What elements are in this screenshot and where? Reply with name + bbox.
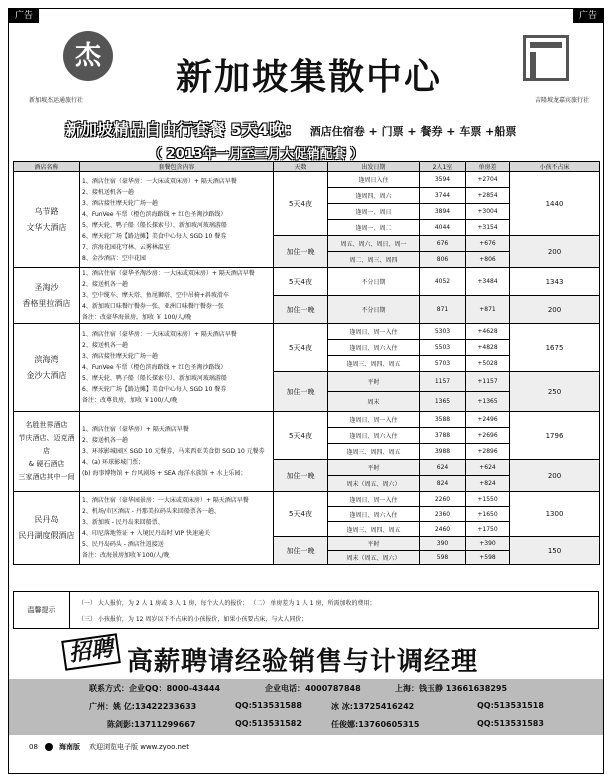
price-cell: 1157 — [420, 372, 466, 392]
package-items: 1、酒店住宿（豪华房：一大床或双床房）+ 隔天酒店早餐 2、接送机各一趟 3、酒店接往摩天轮广场一趟 4、FunVee 车票（橙色滨海路线 + 红色圣淘沙路线） 5、摩天轮、鸭子船（船长探索号）、新加坡河玻璃游船 6、摩天轮广场【路边摊】美食中心每人 SGD 10 餐劵 备注：改尊贵房，加收 ￥100/人/晚 — [80, 324, 274, 412]
date-cell: 平时 — [328, 372, 420, 392]
date-cell: 逢周三、周四、周五 — [328, 522, 420, 537]
agency-logo-right — [523, 35, 569, 81]
ad-tag-left: 广告 — [9, 9, 39, 23]
child-price: 1675 — [510, 324, 600, 372]
package-items: 1、酒店住宿（豪华圣淘沙房：一大床或双床房）+ 隔天酒店早餐 2、接送机各一趟 3、空中缆车、摩天塔、鱼尾狮塔、空中吊椅+斜坡滑车 4、新加坡口味餐厅餐券一张、亚洲口味餐厅餐券一张 备注：改豪华海景房，加收 ￥ 100/人/晚 — [80, 268, 274, 324]
supplement-cell: +4628 — [466, 324, 510, 340]
package-items: 1、酒店住宿（豪华房：一大床或双床房）+ 隔天酒店早餐 2、接机送机各一趟 3、酒店接往摩天轮广场一趟 4、FunVee 车票（橙色滨海路线 + 红色圣淘沙路线） 5、摩天轮、鸭子船（船长探索号）、新加坡河玻璃游船 6、摩天轮广场【路边摊】美食中心每人 SGD 10 餐劵 7、滨海花园花穹林、云雾林温室 8、金沙酒店：空中花园 — [80, 172, 274, 268]
price-cell: 5503 — [420, 340, 466, 356]
page-title: 新加坡集散中心 — [175, 57, 442, 98]
supplement-cell: +3484 — [466, 268, 510, 296]
supplement-cell: +1365 — [466, 392, 510, 412]
supplement-cell: +1157 — [466, 372, 510, 392]
ad-tag-right: 广告 — [573, 9, 603, 23]
price-cell: 5703 — [420, 356, 466, 372]
extra-night: 加住一晚 — [274, 372, 328, 412]
child-price: 200 — [510, 236, 600, 268]
days: 5天4夜 — [274, 268, 328, 296]
date-cell: 不分日期 — [328, 296, 420, 324]
price-cell: 390 — [420, 537, 466, 551]
price-cell: 3788 — [420, 428, 466, 444]
contact-bingbing: 冰 冰:13725416242 — [331, 702, 415, 711]
supplement-cell: +2854 — [466, 188, 510, 204]
days: 5天4夜 — [274, 172, 328, 236]
supplement-cell: +5028 — [466, 356, 510, 372]
date-cell: 不分日期 — [328, 268, 420, 296]
supplement-cell: +624 — [466, 460, 510, 476]
child-price: 200 — [510, 460, 600, 492]
supplement-cell: +1750 — [466, 522, 510, 537]
date-cell: 逢周三、周四、周五 — [328, 356, 420, 372]
hotel-name: 滨海湾 金沙大酒店 — [14, 324, 80, 412]
price-cell: 1365 — [420, 392, 466, 412]
days: 5天4夜 — [274, 324, 328, 372]
supplement-cell: +3154 — [466, 220, 510, 236]
date-cell: 平时 — [328, 537, 420, 551]
price-cell: 3594 — [420, 172, 466, 188]
col-hotel: 酒店名称 — [14, 162, 80, 172]
price-cell: 624 — [420, 460, 466, 476]
price-cell: 5303 — [420, 324, 466, 340]
date-cell: 逢周日入住 — [328, 172, 420, 188]
date-cell: 逢周日、周六入住 — [328, 507, 420, 522]
supplement-cell: +1650 — [466, 507, 510, 522]
extra-night: 加住一晚 — [274, 460, 328, 492]
supplement-cell: +871 — [466, 296, 510, 324]
col-twin: 2人1室 — [420, 162, 466, 172]
date-cell: 周二、周三、周四 — [328, 252, 420, 268]
date-cell: 周末（周五、周六） — [328, 551, 420, 565]
price-cell: 676 — [420, 236, 466, 252]
contact-shanghai: 上海：钱玉静 13661638295 — [395, 684, 508, 693]
extra-night: 加住一晚 — [274, 296, 328, 324]
promo-date: （ 2013年一月至三月大促销配套 ） — [149, 147, 364, 162]
note-line-2: （三） 小孩报价，为 12 周岁以下不占床的小孩报价，如果小孩要占床，与大人同价； — [78, 616, 308, 623]
package-table — [13, 161, 600, 565]
contact-bar — [9, 679, 603, 735]
edition-label: 海南版 — [59, 743, 80, 751]
edition-icon — [45, 743, 53, 751]
child-price: 200 — [510, 296, 600, 324]
date-cell: 逢周日、周一入住 — [328, 492, 420, 507]
supplement-cell: +2704 — [466, 172, 510, 188]
col-days: 天数 — [274, 162, 328, 172]
price-cell: 2460 — [420, 522, 466, 537]
date-cell: 平时 — [328, 460, 420, 476]
price-cell: 824 — [420, 476, 466, 492]
contact-qq-2: QQ:513531588 — [235, 701, 302, 710]
footer-link[interactable]: 欢迎浏览电子版 www.zyoo.net — [89, 743, 189, 751]
promo-items: 酒店住宿卷 + 门票 + 餐券 + 车票 +船票 — [309, 125, 517, 138]
days: 5天4夜 — [274, 492, 328, 537]
date-cell: 逢周日、周一入住 — [328, 412, 420, 428]
notes-box — [13, 591, 599, 629]
contact-qq-4: QQ:513531582 — [235, 719, 302, 728]
supplement-cell: +824 — [466, 476, 510, 492]
child-price: 1796 — [510, 412, 600, 460]
price-cell: 871 — [420, 296, 466, 324]
price-cell: 3588 — [420, 412, 466, 428]
price-cell: 598 — [420, 551, 466, 565]
supplement-cell: +2496 — [466, 412, 510, 428]
date-cell: 周末（周五、周六） — [328, 476, 420, 492]
supplement-cell: +598 — [466, 551, 510, 565]
notes-label: 温馨提示 — [14, 592, 70, 628]
promo-headline — [65, 117, 516, 140]
price-cell: 4052 — [420, 268, 466, 296]
date-cell: 逢周日、周六入住 — [328, 428, 420, 444]
agency-logo-left: 杰 — [63, 31, 113, 81]
date-cell: 逢周日、周一入住 — [328, 324, 420, 340]
extra-night: 加住一晚 — [274, 236, 328, 268]
supplement-cell: +390 — [466, 537, 510, 551]
top-bar — [9, 9, 603, 23]
price-cell: 3744 — [420, 188, 466, 204]
page-number: 08 — [29, 743, 38, 751]
price-cell: 4044 — [420, 220, 466, 236]
contact-qq: 联系方式：企业QQ：8000-43444 — [89, 684, 221, 693]
recruit-tag: 招聘 — [61, 633, 121, 671]
contact-qq-5: QQ:513531583 — [477, 719, 544, 728]
child-price: 1440 — [510, 172, 600, 236]
supplement-cell: +1550 — [466, 492, 510, 507]
date-cell: 周五、周六、周日、周一 — [328, 236, 420, 252]
supplement-cell: +2696 — [466, 428, 510, 444]
contact-guangzhou: 广州：姚 亿:13422233633 — [89, 702, 197, 711]
hotel-name: 圣淘沙 香格里拉酒店 — [14, 268, 80, 324]
date-cell: 逢周四、周六 — [328, 188, 420, 204]
hotel-name: 名胜世界酒店 节庆酒店、迈克酒店 & 硬石酒店 三家酒店其中一间 — [14, 412, 80, 492]
price-cell: 3988 — [420, 444, 466, 460]
left-agency-caption: 新加坡杰运通旅行社 — [29, 97, 84, 104]
supplement-cell: +4828 — [466, 340, 510, 356]
promo-main-text: 新加坡精品自由行套餐 5天4晚： — [65, 120, 301, 139]
footer — [9, 741, 603, 753]
table-header-row — [14, 162, 600, 172]
date-cell: 逢周日、周六入住 — [328, 340, 420, 356]
price-cell: 806 — [420, 252, 466, 268]
col-child: 小孩不占床 — [510, 162, 600, 172]
contact-phone: 企业电话：4000787848 — [265, 684, 361, 693]
hotel-name: 乌节路 文华大酒店 — [14, 172, 80, 268]
page — [8, 8, 604, 774]
recruit-title: 高薪聘请经验销售与计调经理 — [127, 647, 479, 677]
contact-qq-3: QQ:513531518 — [477, 701, 544, 710]
contact-ren: 任俊娜:13760605315 — [331, 720, 420, 729]
header — [9, 25, 603, 111]
right-agency-caption: 吉隆坡龙嘉宾旅行社 — [534, 97, 589, 104]
date-cell: 逢周三、周四、周五 — [328, 444, 420, 460]
date-cell: 周末 — [328, 392, 420, 412]
promo-banner — [9, 115, 603, 165]
price-cell: 2260 — [420, 492, 466, 507]
package-items: 1、酒店住宿（豪华房）+ 隔天酒店早餐 2、接送机各一趟 3、环球影城园区 SGD 10 元餐劵，马来西亚美食街 SGD 10 元餐劵 4、(a) 环球影城门票； (b) 海事博物馆 + 台风剧场 + SEA 海洋水族馆 + 水上乐园； — [80, 412, 274, 492]
col-date: 出发日期 — [328, 162, 420, 172]
price-cell: 2360 — [420, 507, 466, 522]
child-price: 150 — [510, 537, 600, 565]
child-price: 250 — [510, 372, 600, 412]
date-cell: 逢周一、周日 — [328, 204, 420, 220]
contact-chen: 陈剑影:13711299667 — [107, 720, 196, 729]
supplement-cell: +3004 — [466, 204, 510, 220]
package-items: 1、酒店住宿（豪华园景房：一大床或双床房）+ 隔天酒店早餐 2、机场/市区酒店 - 丹那美拉码头来回船票各一趟、 3、新加坡 - 民丹岛来回船票、 4、印尼落地签证 + 入境民丹岛时 VIP 快速通关 5、民丹岛码头 - 酒店往返接送 备注：改海景房加收￥100/人/晚 — [80, 492, 274, 565]
child-price: 1300 — [510, 492, 600, 537]
hotel-name: 民丹岛 民丹湖度假酒店 — [14, 492, 80, 565]
col-contents: 套餐包含内容 — [80, 162, 274, 172]
child-price: 1343 — [510, 268, 600, 296]
supplement-cell: +806 — [466, 252, 510, 268]
col-single: 单房差 — [466, 162, 510, 172]
supplement-cell: +2896 — [466, 444, 510, 460]
note-line-1: （一） 大人报价，为 2 人 1 房或 3 人 1 房，每个大人的报价； （二） 单房差为 1 人 1 房，所需加收的费用； — [78, 600, 376, 607]
date-cell: 逢周一、周二 — [328, 220, 420, 236]
price-cell: 3894 — [420, 204, 466, 220]
supplement-cell: +676 — [466, 236, 510, 252]
extra-night: 加住一晚 — [274, 537, 328, 565]
days: 5天4夜 — [274, 412, 328, 460]
